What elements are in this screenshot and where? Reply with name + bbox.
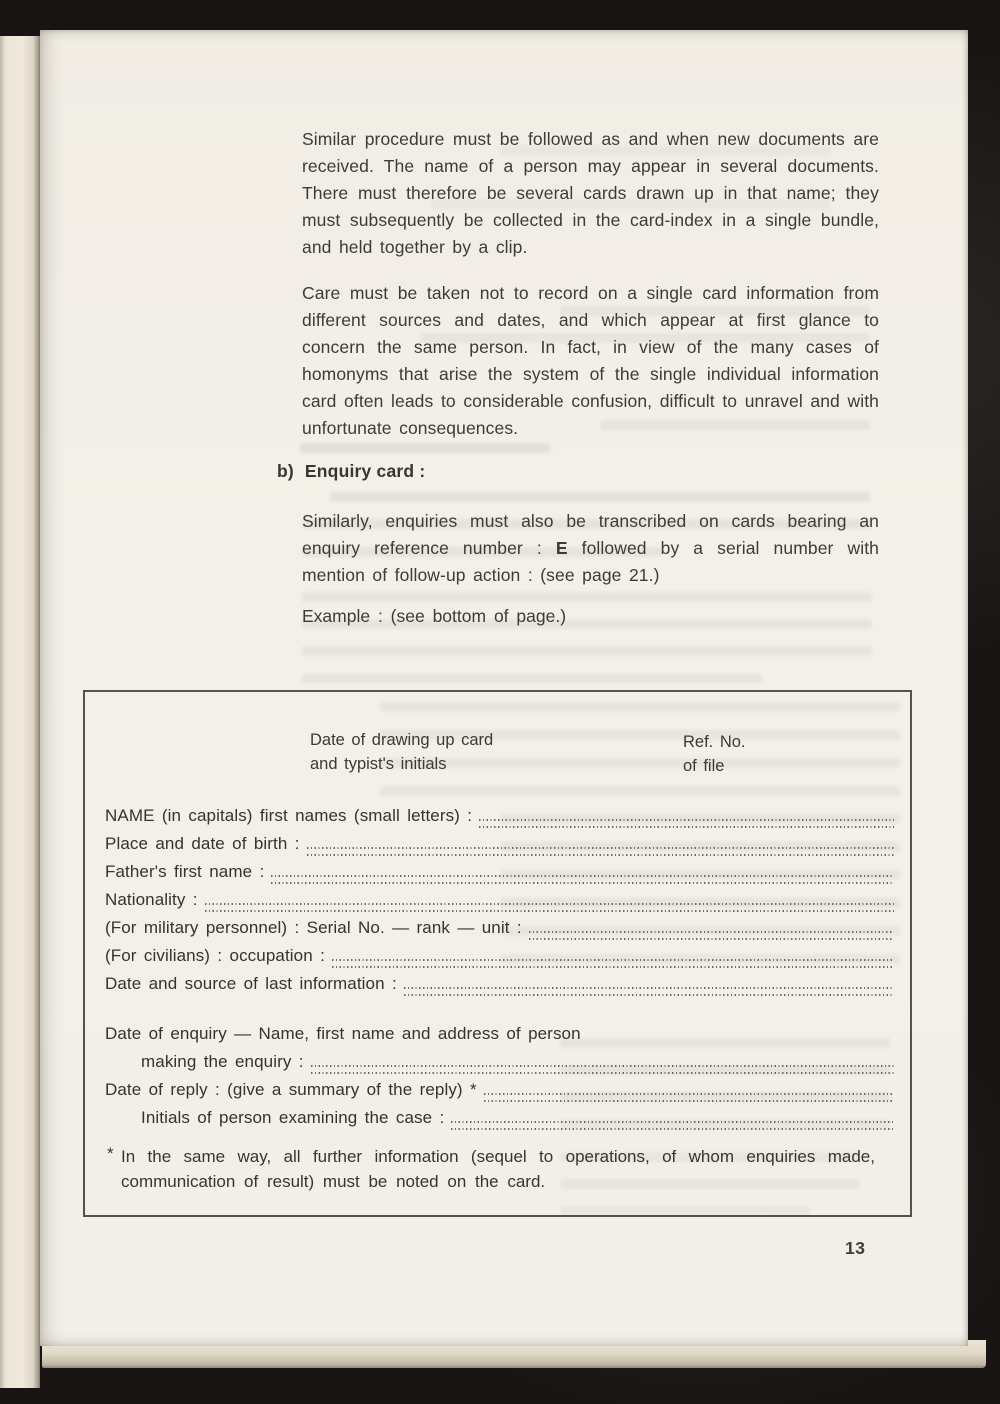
dotted-answer-leader [205, 886, 894, 914]
dotted-answer-leader [404, 970, 894, 998]
form-row [105, 802, 894, 830]
dotted-answer-leader [332, 942, 894, 970]
dotted-answer-leader [311, 1048, 894, 1076]
form-header-line: of file [683, 757, 725, 775]
form-row [105, 830, 894, 858]
form-header-date-typist [310, 728, 493, 776]
footnote-text: In the same way, all further information (sequel to operations, of whom enquiries made, communication of result) must be noted on the card. [121, 1147, 875, 1191]
form-row [105, 970, 894, 998]
paragraph-enquiry-post: followed by a serial number with mention of follow-up action : (see page 21.) [302, 538, 879, 585]
form-field-label: Date of reply : (give a summary of the reply) * [105, 1080, 477, 1099]
enquiry-reference-letter: E [555, 538, 568, 558]
form-row [105, 858, 894, 886]
dotted-answer-leader [451, 1104, 894, 1132]
form-field-label: Nationality : [105, 890, 198, 909]
page-number: 13 [845, 1238, 866, 1258]
form-row [105, 914, 894, 942]
section-label: b) [277, 461, 294, 481]
form-field-label: Father's first name : [105, 862, 265, 881]
form-row [105, 1076, 894, 1104]
paragraph-enquiry-pre: Similarly, enquiries must also be transcribed on cards bearing an enquiry reference number : [302, 511, 879, 558]
paragraph-care-homonyms: Care must be taken not to record on a single card information from different sources and dates, and which appear at first glance to concern the same person. In fact, in view of the many cases of homonyms that arise the system of the single individual information card often leads to considerable confusion, difficult to unravel and with unfortunate consequences. [302, 283, 879, 438]
form-field-label: Date and source of last information : [105, 974, 397, 993]
form-field-label: NAME (in capitals) first names (small letters) : [105, 806, 473, 825]
form-header-line: Ref. No. [683, 733, 746, 751]
form-footnote [99, 1144, 875, 1194]
dotted-answer-leader [307, 830, 894, 858]
form-field-label: (For military personnel) : Serial No. — rank — unit : [105, 918, 522, 937]
form-header-ref-no [683, 730, 746, 778]
footnote-asterisk: * [107, 1144, 114, 1163]
form-header-line: Date of drawing up card [310, 731, 494, 749]
form-row [105, 942, 894, 970]
dotted-answer-leader [271, 858, 894, 886]
section-heading-enquiry-card [277, 461, 425, 482]
dotted-answer-leader [484, 1076, 894, 1104]
form-field-label: Place and date of birth : [105, 834, 300, 853]
paragraph-similar-procedure: Similar procedure must be followed as and when new documents are received. The name of a person may appear in several documents. There must therefore be several cards drawn up in that name; they must subsequently be collected in the card-index in a single bundle, and held together by a clip. [302, 129, 879, 257]
example-caption: Example : (see bottom of page.) [302, 606, 567, 626]
form-row [141, 1104, 894, 1132]
dotted-answer-leader [479, 802, 894, 830]
form-header-line: and typist's initials [310, 755, 447, 773]
book-page-edges-left [0, 36, 40, 1388]
enquiry-card-form-box [83, 690, 912, 1217]
form-row [105, 1020, 894, 1048]
dotted-answer-leader [529, 914, 894, 942]
form-field-label: making the enquiry : [141, 1052, 304, 1071]
paragraph-enquiry-reference [302, 508, 879, 589]
form-row [141, 1048, 894, 1076]
form-rows [105, 802, 894, 1132]
form-field-label: Date of enquiry — Name, first name and address of person [105, 1024, 581, 1043]
form-row [105, 886, 894, 914]
form-field-label: Initials of person examining the case : [141, 1108, 445, 1127]
section-title: Enquiry card : [304, 461, 426, 481]
form-field-label: (For civilians) : occupation : [105, 946, 325, 965]
